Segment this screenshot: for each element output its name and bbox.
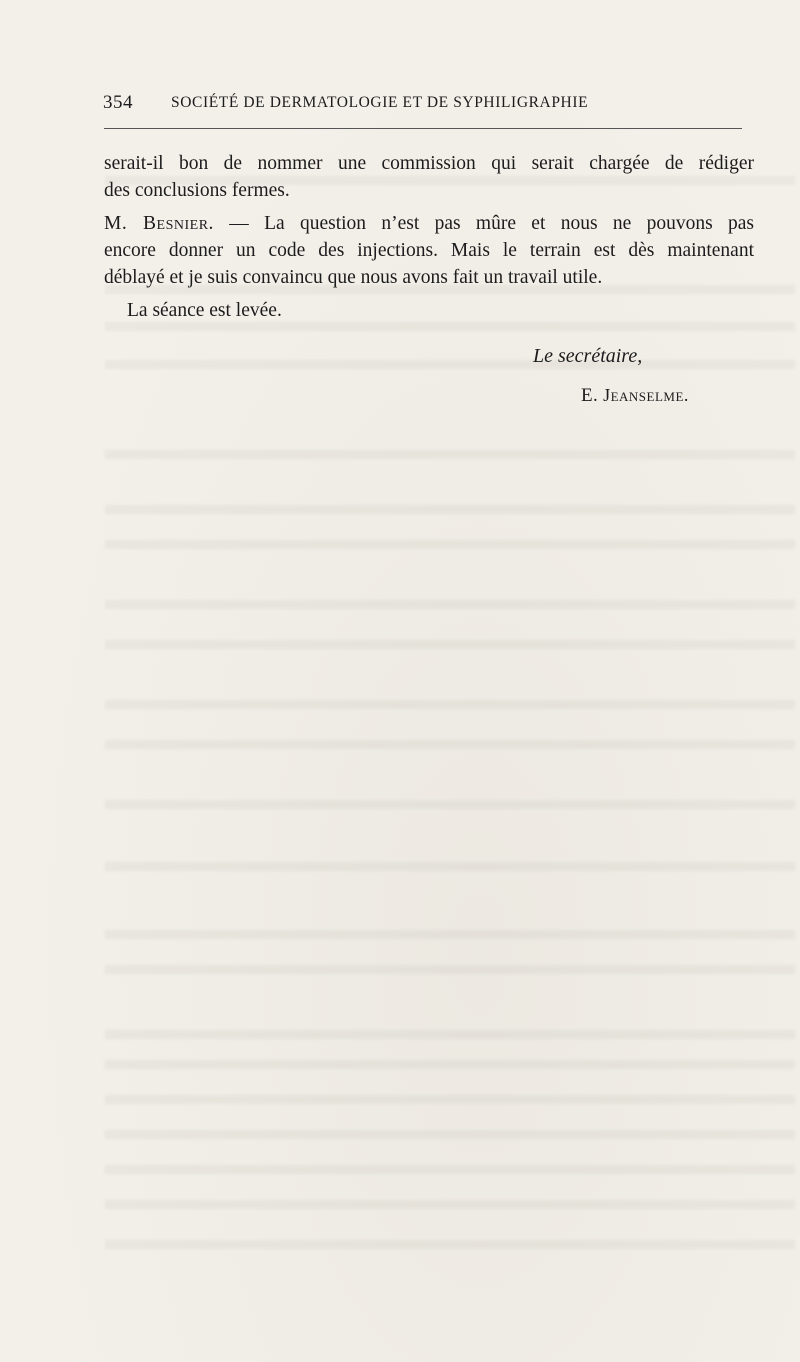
show-through-line [105, 700, 795, 719]
paragraph-besnier [104, 210, 754, 291]
show-through-line [105, 800, 795, 819]
show-through-line [105, 965, 795, 984]
speaker-name: M. Besnier. [104, 213, 214, 234]
running-head: SOCIÉTÉ DE DERMATOLOGIE ET DE SYPHILIGRAPHIE [171, 94, 589, 111]
show-through-line [105, 540, 795, 559]
page-number: 354 [103, 92, 133, 113]
signature-title: Le secrétaire, [533, 345, 643, 367]
show-through-line [105, 505, 795, 524]
text-line: déblayé et je suis convaincu que nous avons fait un travail utile. [104, 267, 603, 288]
closing-line: La séance est levée. [127, 300, 282, 321]
show-through-line [105, 1060, 795, 1079]
page-header [103, 92, 743, 116]
show-through-line [105, 600, 795, 619]
show-through-line [105, 930, 795, 949]
header-rule [104, 128, 742, 129]
signature-name [581, 385, 689, 407]
show-through-line [105, 450, 795, 469]
show-through-line [105, 1030, 795, 1049]
paragraph-continuation [104, 150, 754, 204]
show-through-line [105, 360, 795, 379]
speech-text: — La question n’est pas mûre et nous ne pouvons pas [213, 213, 754, 234]
show-through-line [105, 1200, 795, 1219]
show-through-line [105, 862, 795, 881]
text-line: encore donner un code des injections. Mais le terrain est dès maintenant [104, 240, 754, 261]
show-through-line [105, 1130, 795, 1149]
show-through-line [105, 1095, 795, 1114]
show-through-line [105, 322, 795, 341]
text-line: des conclusions fermes. [104, 180, 290, 201]
show-through-line [105, 1165, 795, 1184]
show-through-line [105, 640, 795, 659]
show-through-line [105, 740, 795, 759]
signature-surname: Jeanselme. [603, 385, 689, 405]
text-line: serait-il bon de nommer une commission qui serait chargée de rédiger [104, 153, 754, 174]
signature-initial: E. [581, 385, 599, 406]
text-line [104, 210, 754, 237]
show-through-line [105, 1240, 795, 1259]
